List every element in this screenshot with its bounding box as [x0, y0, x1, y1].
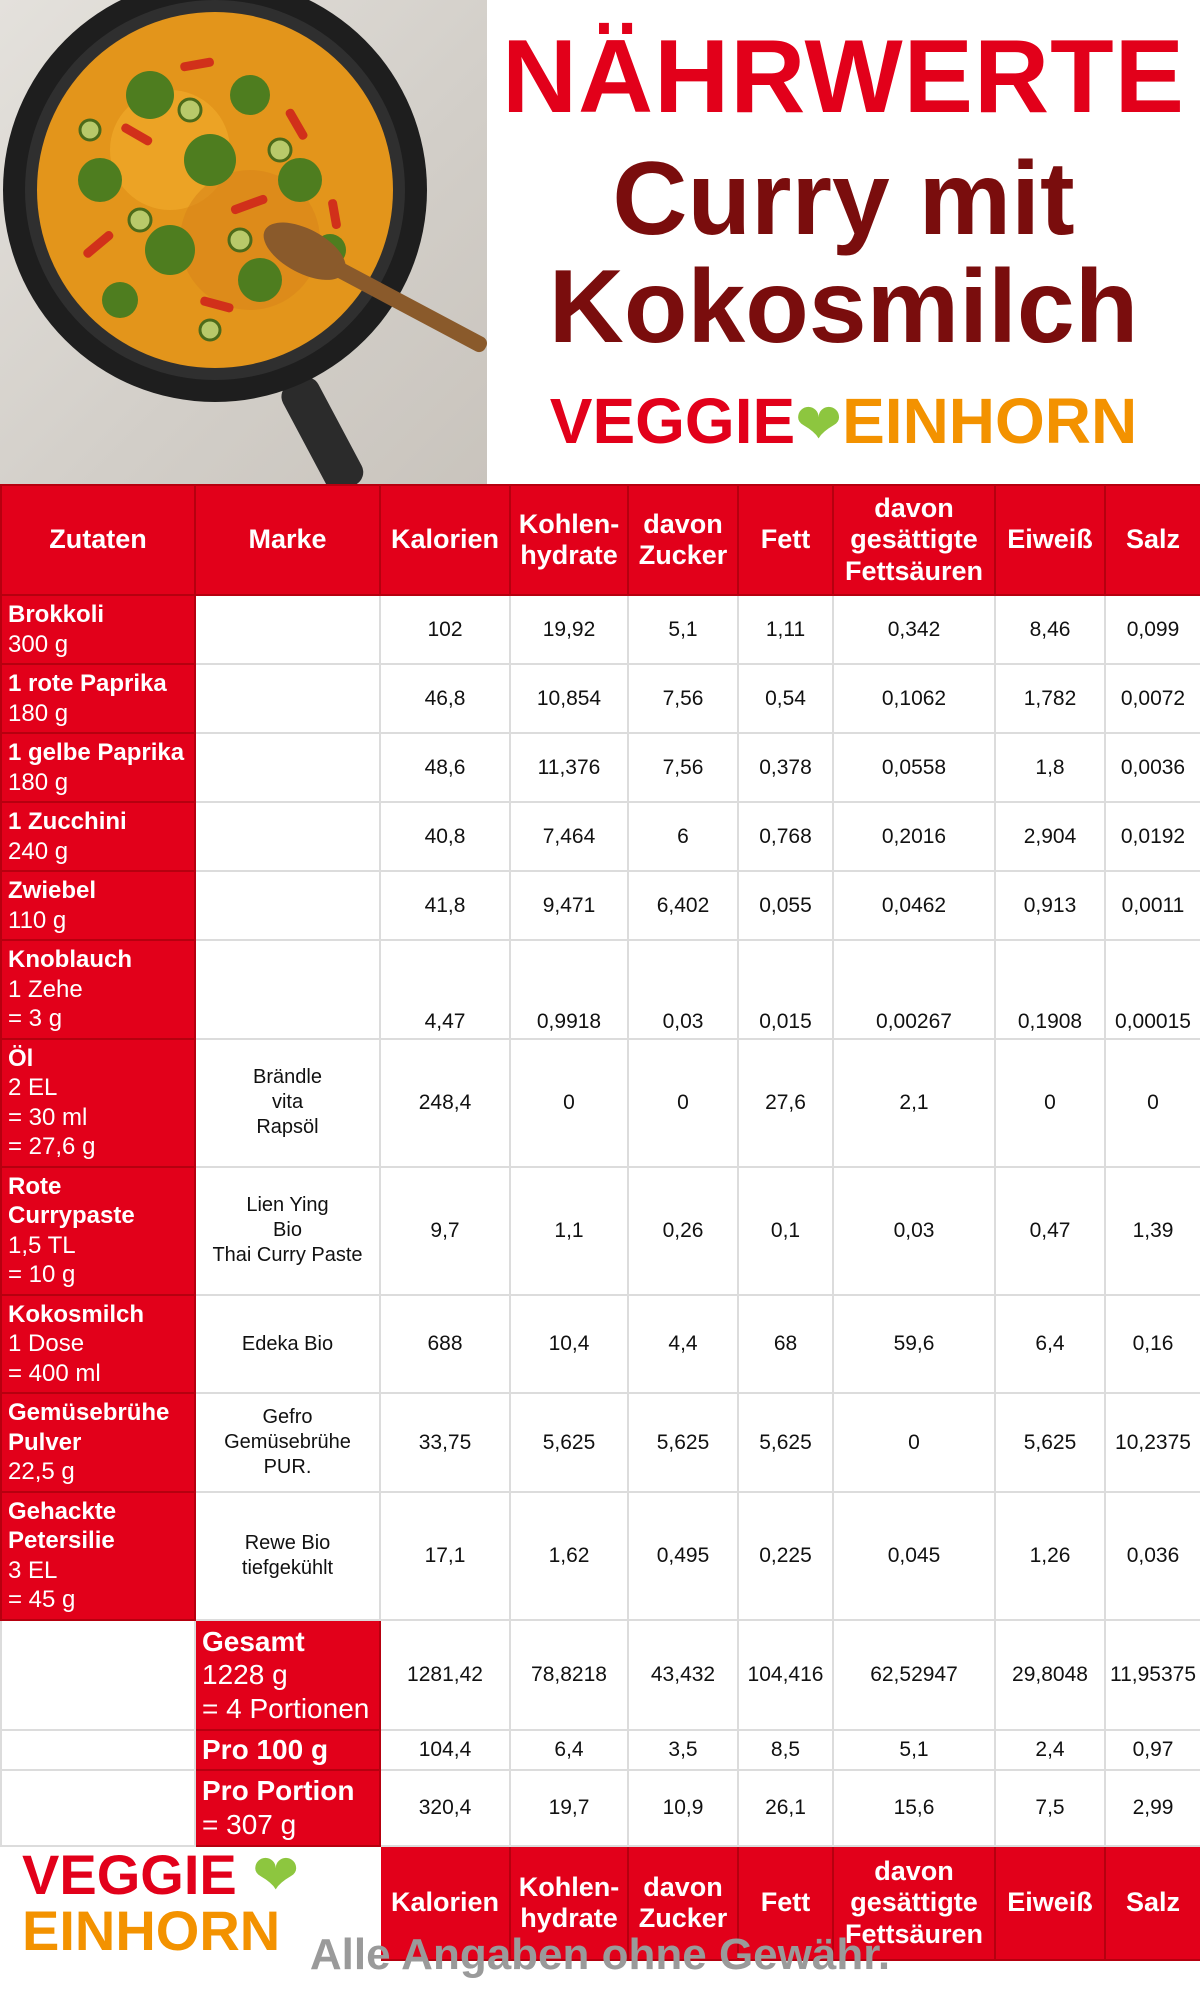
ingredient-quantity: 300 g	[8, 630, 69, 658]
ingredient-cell	[1, 940, 195, 1039]
brand-cell	[195, 733, 380, 802]
value-cell: 5,625	[628, 1393, 738, 1492]
ingredient-quantity: = 3 g	[8, 1005, 63, 1033]
value-cell: 0,0011	[1105, 871, 1200, 940]
ingredient-cell	[1, 871, 195, 940]
value-cell: 8,5	[738, 1730, 833, 1770]
value-cell: 40,8	[380, 802, 510, 871]
value-cell: 102	[380, 595, 510, 664]
value-cell: 0,2016	[833, 802, 995, 871]
value-cell: 11,376	[510, 733, 628, 802]
value-cell: 1,11	[738, 595, 833, 664]
brand-text: Rapsöl	[256, 1116, 319, 1139]
ingredient-name: Gehackte Petersilie	[8, 1497, 117, 1555]
brand-text: Lien Ying	[246, 1194, 329, 1217]
ingredient-quantity: 240 g	[8, 837, 69, 865]
totals-row	[1, 1770, 1200, 1846]
brand-text: Thai Curry Paste	[212, 1244, 363, 1267]
value-cell: 10,854	[510, 664, 628, 733]
value-cell: 6,402	[628, 871, 738, 940]
ingredient-quantity: 1 Zehe	[8, 975, 83, 1003]
totals-label-cell	[195, 1730, 380, 1770]
ingredient-cell	[1, 802, 195, 871]
ingredient-quantity: 1 Dose	[8, 1330, 85, 1358]
ingredient-cell	[1, 1492, 195, 1620]
col-saturated-fat: davon gesättigte Fettsäuren	[833, 485, 995, 595]
value-cell: 17,1	[380, 1492, 510, 1620]
value-cell: 5,1	[628, 595, 738, 664]
value-cell: 7,5	[995, 1770, 1105, 1846]
value-cell: 0,225	[738, 1492, 833, 1620]
totals-label-cell	[195, 1770, 380, 1846]
col-calories: Kalorien	[380, 485, 510, 595]
value-cell: 62,52947	[833, 1620, 995, 1730]
value-cell: 1,782	[995, 664, 1105, 733]
value-cell: 6,4	[510, 1730, 628, 1770]
ingredient-quantity: = 45 g	[8, 1586, 76, 1614]
col-saturated-fat-bottom: davon gesättigte Fettsäuren	[833, 1846, 995, 1960]
bottom-brand-right: EINHORN	[22, 1898, 281, 1962]
col-ingredients: Zutaten	[1, 485, 195, 595]
value-cell: 0,03	[833, 1167, 995, 1295]
value-cell: 0,099	[1105, 595, 1200, 664]
value-cell: 8,46	[995, 595, 1105, 664]
value-cell: 19,92	[510, 595, 628, 664]
totals-sublabel: = 307 g	[202, 1808, 297, 1840]
brand-cell	[195, 595, 380, 664]
ingredient-name: Zwiebel	[8, 877, 97, 905]
ingredient-quantity: 3 EL	[8, 1556, 58, 1584]
table-row	[1, 802, 1200, 871]
disclaimer: Alle Angaben ohne Gewähr.	[309, 1930, 891, 1979]
value-cell: 0	[510, 1039, 628, 1167]
value-cell: 0,1062	[833, 664, 995, 733]
value-cell: 0,036	[1105, 1492, 1200, 1620]
ingredient-cell	[1, 1393, 195, 1492]
value-cell: 2,99	[1105, 1770, 1200, 1846]
value-cell: 0,03	[628, 940, 738, 1039]
value-cell: 10,9	[628, 1770, 738, 1846]
table-row	[1, 1039, 1200, 1167]
value-cell: 320,4	[380, 1770, 510, 1846]
value-cell: 6	[628, 802, 738, 871]
brand-cell	[195, 1039, 380, 1167]
totals-label-cell	[195, 1620, 380, 1730]
brand-text: Gefro	[262, 1406, 313, 1429]
brand-text: Bio	[273, 1219, 302, 1242]
brand-text: Rewe Bio	[244, 1531, 331, 1554]
col-protein-bottom: Eiweiß	[995, 1846, 1105, 1960]
totals-row	[1, 1620, 1200, 1730]
totals-sublabel: 1228 g	[202, 1659, 288, 1691]
curry-pan-illustration	[0, 0, 487, 484]
value-cell: 1,8	[995, 733, 1105, 802]
brand-text: Brändle	[253, 1066, 322, 1089]
value-cell: 26,1	[738, 1770, 833, 1846]
value-cell: 0,0462	[833, 871, 995, 940]
value-cell: 0,1	[738, 1167, 833, 1295]
brand-cell	[195, 940, 380, 1039]
value-cell: 27,6	[738, 1039, 833, 1167]
value-cell: 0,015	[738, 940, 833, 1039]
ingredient-name: Rote Currypaste	[8, 1172, 135, 1230]
table-row	[1, 871, 1200, 940]
value-cell: 0,342	[833, 595, 995, 664]
col-protein: Eiweiß	[995, 485, 1105, 595]
value-cell: 10,4	[510, 1295, 628, 1394]
totals-row	[1, 1730, 1200, 1770]
table-row	[1, 1295, 1200, 1394]
ingredient-quantity: = 30 ml	[8, 1103, 88, 1131]
page-title: NÄHRWERTE	[501, 19, 1186, 135]
totals-label: Pro Portion	[202, 1775, 355, 1807]
brand-cell	[195, 664, 380, 733]
ingredient-name: Knoblauch	[8, 946, 132, 974]
header-row	[1, 485, 1200, 595]
value-cell: 104,416	[738, 1620, 833, 1730]
value-cell: 68	[738, 1295, 833, 1394]
value-cell: 104,4	[380, 1730, 510, 1770]
value-cell: 0,0192	[1105, 802, 1200, 871]
col-salt-bottom: Salz	[1105, 1846, 1200, 1960]
value-cell: 2,4	[995, 1730, 1105, 1770]
value-cell: 7,464	[510, 802, 628, 871]
brand-cell	[195, 871, 380, 940]
value-cell: 688	[380, 1295, 510, 1394]
value-cell: 48,6	[380, 733, 510, 802]
value-cell: 15,6	[833, 1770, 995, 1846]
brand-cell	[195, 1393, 380, 1492]
value-cell: 0,54	[738, 664, 833, 733]
value-cell: 4,4	[628, 1295, 738, 1394]
value-cell: 0	[995, 1039, 1105, 1167]
value-cell: 0,26	[628, 1167, 738, 1295]
col-carbs-bottom: Kohlen- hydrate	[510, 1846, 628, 1960]
brand-text: Edeka Bio	[241, 1332, 334, 1355]
value-cell: 0,1908	[995, 940, 1105, 1039]
value-cell: 0,00015	[1105, 940, 1200, 1039]
ingredient-quantity: = 400 ml	[8, 1359, 101, 1387]
totals-sublabel: = 4 Portionen	[202, 1692, 370, 1724]
ingredient-cell	[1, 595, 195, 664]
col-fat: Fett	[738, 485, 833, 595]
value-cell: 0,0036	[1105, 733, 1200, 802]
ingredient-cell	[1, 664, 195, 733]
ingredient-quantity: 22,5 g	[8, 1458, 75, 1486]
value-cell: 78,8218	[510, 1620, 628, 1730]
table-row	[1, 664, 1200, 733]
ingredient-name: Brokkoli	[8, 601, 105, 628]
table-row	[1, 595, 1200, 664]
value-cell: 0,97	[1105, 1730, 1200, 1770]
value-cell: 7,56	[628, 664, 738, 733]
empty-cell	[1, 1620, 195, 1730]
value-cell: 1,39	[1105, 1167, 1200, 1295]
col-sugar: davon Zucker	[628, 485, 738, 595]
totals-label: Gesamt	[202, 1625, 305, 1657]
brand-logo	[487, 384, 1200, 458]
ingredient-quantity: 180 g	[8, 699, 69, 727]
value-cell: 7,56	[628, 733, 738, 802]
value-cell: 41,8	[380, 871, 510, 940]
ingredient-cell	[1, 1167, 195, 1295]
ingredient-cell	[1, 733, 195, 802]
empty-cell	[1, 1730, 195, 1770]
ingredient-name: Gemüsebrühe Pulver	[8, 1399, 170, 1456]
col-fat-bottom: Fett	[738, 1846, 833, 1960]
ingredient-quantity: = 10 g	[8, 1261, 76, 1289]
value-cell: 0,045	[833, 1492, 995, 1620]
heart-icon: ❤	[252, 1842, 300, 1906]
brand-text: PUR.	[263, 1456, 312, 1479]
value-cell: 0	[628, 1039, 738, 1167]
brand-text: Gemüsebrühe	[224, 1431, 351, 1454]
value-cell: 0,913	[995, 871, 1105, 940]
value-cell: 9,7	[380, 1167, 510, 1295]
value-cell: 248,4	[380, 1039, 510, 1167]
ingredient-name: Kokosmilch	[8, 1300, 145, 1328]
value-cell: 33,75	[380, 1393, 510, 1492]
value-cell: 46,8	[380, 664, 510, 733]
value-cell: 1,26	[995, 1492, 1105, 1620]
totals-rows	[1, 1620, 1200, 1846]
value-cell: 9,471	[510, 871, 628, 940]
value-cell: 0,0072	[1105, 664, 1200, 733]
ingredient-name: 1 gelbe Paprika	[8, 739, 185, 767]
value-cell: 0	[1105, 1039, 1200, 1167]
totals-label: Pro 100 g	[202, 1734, 329, 1766]
table-row	[1, 1167, 1200, 1295]
table-row	[1, 940, 1200, 1039]
value-cell: 5,625	[995, 1393, 1105, 1492]
col-brand: Marke	[195, 485, 380, 595]
value-cell: 0,768	[738, 802, 833, 871]
brand-cell	[195, 802, 380, 871]
value-cell: 0,00267	[833, 940, 995, 1039]
value-cell: 0	[833, 1393, 995, 1492]
value-cell: 3,5	[628, 1730, 738, 1770]
value-cell: 5,1	[833, 1730, 995, 1770]
value-cell: 29,8048	[995, 1620, 1105, 1730]
brand-cell	[195, 1167, 380, 1295]
nutrition-table	[0, 484, 1200, 1961]
ingredient-rows	[1, 595, 1200, 1620]
curry-pan-photo	[0, 0, 487, 484]
value-cell: 0,0558	[833, 733, 995, 802]
value-cell: 0,47	[995, 1167, 1105, 1295]
value-cell: 0,9918	[510, 940, 628, 1039]
brand-cell	[195, 1492, 380, 1620]
recipe-name-line2: Kokosmilch	[548, 249, 1139, 365]
empty-cell	[1, 1770, 195, 1846]
ingredient-quantity: 2 EL	[8, 1074, 58, 1102]
table-row	[1, 733, 1200, 802]
value-cell: 2,1	[833, 1039, 995, 1167]
col-sugar-bottom: davon Zucker	[628, 1846, 738, 1960]
col-calories-bottom: Kalorien	[380, 1846, 510, 1960]
ingredient-quantity: 110 g	[8, 906, 67, 934]
value-cell: 4,47	[380, 940, 510, 1039]
ingredient-cell	[1, 1295, 195, 1394]
ingredient-name: 1 rote Paprika	[8, 670, 167, 698]
ingredient-quantity: 1,5 TL	[8, 1231, 76, 1259]
col-salt: Salz	[1105, 485, 1200, 595]
brand-text: tiefgekühlt	[241, 1556, 334, 1579]
value-cell: 1281,42	[380, 1620, 510, 1730]
value-cell: 10,2375	[1105, 1393, 1200, 1492]
value-cell: 11,95375	[1105, 1620, 1200, 1730]
value-cell: 1,1	[510, 1167, 628, 1295]
value-cell: 0,495	[628, 1492, 738, 1620]
heart-icon: ❤	[795, 392, 843, 455]
value-cell: 1,62	[510, 1492, 628, 1620]
recipe-name-line1: Curry mit	[612, 141, 1075, 257]
ingredient-name: 1 Zucchini	[8, 808, 127, 836]
value-cell: 2,904	[995, 802, 1105, 871]
table-row	[1, 1393, 1200, 1492]
value-cell: 43,432	[628, 1620, 738, 1730]
table-row	[1, 1492, 1200, 1620]
bottom-brand-left: VEGGIE	[22, 1842, 237, 1906]
col-carbs: Kohlen- hydrate	[510, 485, 628, 595]
value-cell: 5,625	[738, 1393, 833, 1492]
value-cell: 0,378	[738, 733, 833, 802]
ingredient-cell	[1, 1039, 195, 1167]
brand-right: EINHORN	[842, 385, 1138, 457]
ingredient-name: Öl	[8, 1044, 34, 1072]
value-cell: 19,7	[510, 1770, 628, 1846]
value-cell: 0,16	[1105, 1295, 1200, 1394]
brand-text: vita	[271, 1091, 304, 1114]
ingredient-quantity: = 27,6 g	[8, 1133, 96, 1161]
value-cell: 6,4	[995, 1295, 1105, 1394]
brand-cell	[195, 1295, 380, 1394]
ingredient-quantity: 180 g	[8, 768, 69, 796]
value-cell: 0,055	[738, 871, 833, 940]
value-cell: 5,625	[510, 1393, 628, 1492]
value-cell: 59,6	[833, 1295, 995, 1394]
title-block	[487, 0, 1200, 484]
brand-left: VEGGIE	[549, 385, 796, 457]
